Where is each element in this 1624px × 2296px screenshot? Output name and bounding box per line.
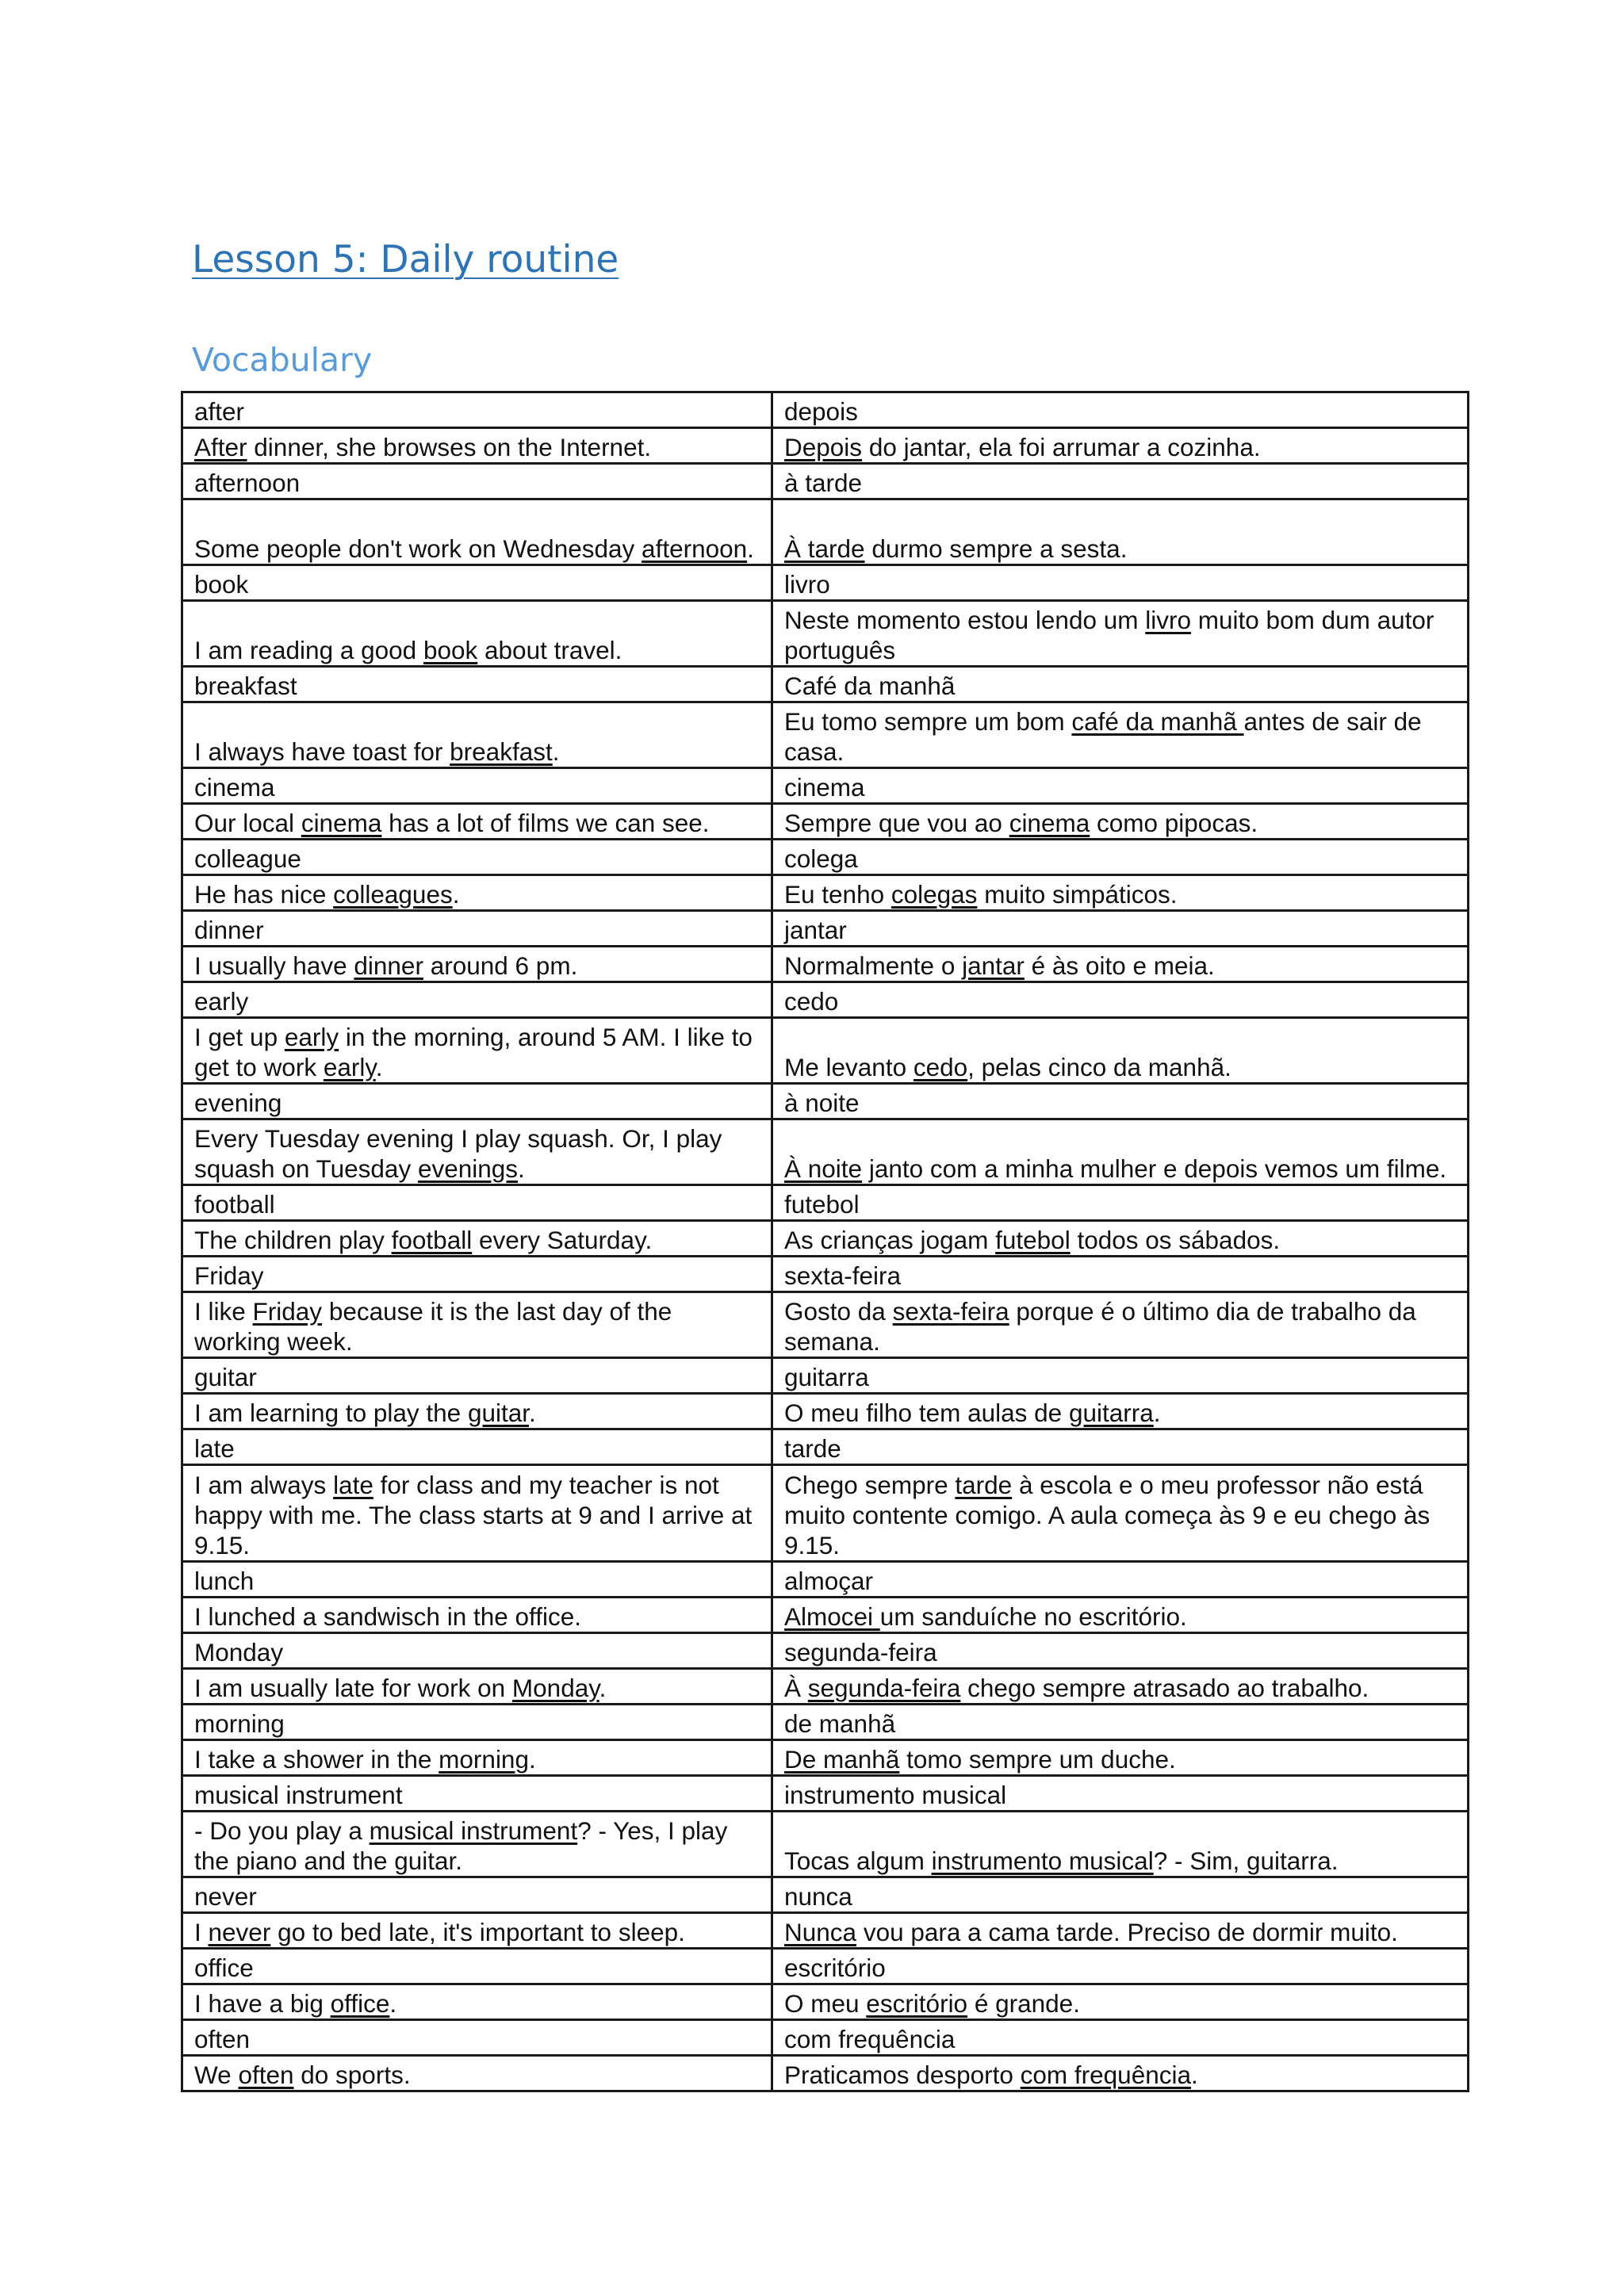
- cell-text: go to bed late, it's important to sleep.: [270, 1918, 685, 1946]
- english-cell: [182, 1292, 772, 1358]
- vocab-row: [182, 499, 1469, 565]
- vocab-row: [182, 1257, 1469, 1292]
- english-cell: [182, 1185, 772, 1221]
- cell-text: Friday: [194, 1261, 264, 1290]
- vocab-row: [182, 1669, 1469, 1705]
- highlighted-term: evenings: [417, 1154, 519, 1183]
- highlighted-term: instrumento musical: [931, 1846, 1154, 1875]
- vocab-row: [182, 667, 1469, 702]
- cell-text: .: [375, 1053, 383, 1081]
- portuguese-cell: [772, 1465, 1469, 1562]
- highlighted-term: football: [391, 1226, 473, 1254]
- english-cell: [182, 667, 772, 702]
- portuguese-cell: [772, 1740, 1469, 1776]
- cell-text: .: [518, 1154, 525, 1183]
- english-cell: [182, 428, 772, 464]
- highlighted-term: futebol: [995, 1226, 1071, 1254]
- vocab-row: [182, 1084, 1469, 1119]
- vocab-row: [182, 911, 1469, 947]
- cell-text: Monday: [194, 1638, 284, 1667]
- portuguese-cell: [772, 499, 1469, 565]
- highlighted-term: breakfast: [450, 737, 553, 766]
- highlighted-term: Nunca: [784, 1918, 857, 1946]
- vocab-row: [182, 768, 1469, 804]
- cell-text: futebol: [784, 1190, 860, 1219]
- cell-text: colega: [784, 844, 858, 873]
- vocabulary-table: [181, 391, 1469, 2092]
- portuguese-cell: [772, 804, 1469, 840]
- vocab-row: [182, 840, 1469, 875]
- english-cell: [182, 565, 772, 601]
- english-cell: [182, 840, 772, 875]
- cell-text: often: [194, 2025, 251, 2053]
- english-cell: [182, 1984, 772, 2020]
- vocab-row: [182, 1221, 1469, 1257]
- portuguese-cell: [772, 1913, 1469, 1949]
- english-cell: [182, 1705, 772, 1740]
- cell-text: instrumento musical: [784, 1781, 1007, 1809]
- vocab-row: [182, 1429, 1469, 1465]
- vocab-row: [182, 464, 1469, 499]
- cell-text: cinema: [194, 773, 275, 802]
- cell-text: à tarde: [784, 469, 863, 497]
- english-cell: [182, 1084, 772, 1119]
- english-cell: [182, 875, 772, 911]
- portuguese-cell: [772, 1598, 1469, 1633]
- english-cell: [182, 982, 772, 1018]
- cell-text: musical instrument: [194, 1781, 403, 1809]
- portuguese-cell: [772, 1705, 1469, 1740]
- cell-text: never: [194, 1882, 257, 1911]
- english-cell: [182, 1394, 772, 1429]
- highlighted-term: never: [208, 1918, 271, 1946]
- english-cell: [182, 1913, 772, 1949]
- vocab-row: [182, 1598, 1469, 1633]
- cell-text: book: [194, 570, 249, 599]
- portuguese-cell: [772, 1018, 1469, 1084]
- vocab-row: [182, 2056, 1469, 2091]
- cell-text: for class and my teacher is not happy with me. The class starts at 9 and I arrive at 9.15.: [194, 1471, 753, 1559]
- vocab-row: [182, 1705, 1469, 1740]
- english-cell: [182, 392, 772, 428]
- cell-text: nunca: [784, 1882, 852, 1911]
- portuguese-cell: [772, 1877, 1469, 1913]
- vocab-row: [182, 1185, 1469, 1221]
- portuguese-cell: [772, 1185, 1469, 1221]
- cell-text: He has nice: [194, 880, 334, 909]
- english-cell: [182, 1776, 772, 1812]
- vocab-row: [182, 875, 1469, 911]
- cell-text: I get up: [194, 1023, 285, 1051]
- english-cell: [182, 1598, 772, 1633]
- cell-text: Our local: [194, 809, 301, 837]
- vocab-row: [182, 2020, 1469, 2056]
- english-cell: [182, 947, 772, 982]
- vocab-row: [182, 1292, 1469, 1358]
- cell-text: O meu: [784, 1989, 867, 2018]
- highlighted-term: early: [323, 1053, 376, 1081]
- portuguese-cell: [772, 875, 1469, 911]
- cell-text: The children play: [194, 1226, 392, 1254]
- cell-text: janto com a minha mulher e depois vemos um filme.: [862, 1154, 1447, 1183]
- cell-text: colleague: [194, 844, 301, 873]
- highlighted-term: café da manhã: [1071, 707, 1244, 736]
- portuguese-cell: [772, 768, 1469, 804]
- cell-text: .: [747, 534, 754, 563]
- vocab-row: [182, 428, 1469, 464]
- english-cell: [182, 1257, 772, 1292]
- vocabulary-table-body: [182, 392, 1469, 2091]
- english-cell: [182, 1018, 772, 1084]
- cell-text: around 6 pm.: [423, 951, 578, 980]
- cell-text: Neste momento estou lendo um: [784, 606, 1146, 634]
- cell-text: jantar: [784, 916, 847, 944]
- cell-text: I am always: [194, 1471, 334, 1499]
- highlighted-term: segunda-feira: [807, 1674, 961, 1702]
- english-cell: [182, 911, 772, 947]
- section-heading-vocabulary: Vocabulary: [192, 341, 373, 379]
- vocab-row: [182, 1358, 1469, 1394]
- cell-text: dinner: [194, 916, 264, 944]
- highlighted-term: jantar: [962, 951, 1025, 980]
- cell-text: I lunched a sandwisch in the office.: [194, 1602, 581, 1631]
- portuguese-cell: [772, 1257, 1469, 1292]
- highlighted-term: dinner: [354, 951, 423, 980]
- portuguese-cell: [772, 392, 1469, 428]
- english-cell: [182, 1465, 772, 1562]
- portuguese-cell: [772, 947, 1469, 982]
- cell-text: de manhã: [784, 1709, 896, 1738]
- page-title: Lesson 5: Daily routine: [192, 238, 619, 281]
- highlighted-term: cedo: [913, 1053, 968, 1081]
- vocab-row: [182, 1812, 1469, 1877]
- cell-text: como pipocas.: [1090, 809, 1258, 837]
- cell-text: antes de sair de casa.: [784, 707, 1422, 766]
- cell-text: morning: [194, 1709, 285, 1738]
- cell-text: breakfast: [194, 672, 297, 700]
- english-cell: [182, 702, 772, 768]
- portuguese-cell: [772, 1292, 1469, 1358]
- cell-text: about travel.: [477, 636, 622, 664]
- cell-text: , pelas cinco da manhã.: [967, 1053, 1231, 1081]
- cell-text: dinner, she browses on the Internet.: [247, 433, 652, 461]
- cell-text: do sports.: [293, 2061, 411, 2089]
- highlighted-term: colleagues: [333, 880, 453, 909]
- portuguese-cell: [772, 1084, 1469, 1119]
- cell-text: I: [194, 1918, 209, 1946]
- english-cell: [182, 1429, 772, 1465]
- cell-text: porque é o último dia de trabalho da semana.: [784, 1297, 1416, 1356]
- cell-text: Café da manhã: [784, 672, 956, 700]
- cell-text: vou para a cama tarde. Preciso de dormir muito.: [856, 1918, 1398, 1946]
- cell-text: Praticamos desporto: [784, 2061, 1021, 2089]
- highlighted-term: tarde: [955, 1471, 1013, 1499]
- cell-text: Every Tuesday evening I play squash. Or, I play squash on Tuesday: [194, 1124, 722, 1183]
- english-cell: [182, 1119, 772, 1185]
- vocab-row: [182, 565, 1469, 601]
- cell-text: afternoon: [194, 469, 301, 497]
- highlighted-term: Depois: [784, 433, 863, 461]
- highlighted-term: livro: [1145, 606, 1192, 634]
- cell-text: cinema: [784, 773, 865, 802]
- cell-text: evening: [194, 1089, 282, 1117]
- vocab-row: [182, 1913, 1469, 1949]
- portuguese-cell: [772, 1358, 1469, 1394]
- highlighted-term: Friday: [252, 1297, 323, 1326]
- vocab-row: [182, 1633, 1469, 1669]
- cell-text: I am learning to play the: [194, 1399, 468, 1427]
- cell-text: lunch: [194, 1567, 255, 1595]
- vocab-row: [182, 1740, 1469, 1776]
- cell-text: chego sempre atrasado ao trabalho.: [960, 1674, 1369, 1702]
- cell-text: com frequência: [784, 2025, 956, 2053]
- cell-text: after: [194, 397, 245, 426]
- highlighted-term: Monday: [511, 1674, 599, 1702]
- cell-text: à noite: [784, 1089, 860, 1117]
- cell-text: .: [389, 1989, 397, 2018]
- cell-text: I always have toast for: [194, 737, 450, 766]
- english-cell: [182, 1877, 772, 1913]
- english-cell: [182, 1949, 772, 1984]
- highlighted-term: early: [284, 1023, 339, 1051]
- cell-text: Gosto da: [784, 1297, 893, 1326]
- cell-text: À: [784, 1674, 808, 1702]
- highlighted-term: cinema: [1009, 809, 1090, 837]
- cell-text: Eu tenho: [784, 880, 891, 909]
- highlighted-term: escritório: [866, 1989, 968, 2018]
- cell-text: escritório: [784, 1954, 886, 1982]
- cell-text: ? - Sim, guitarra.: [1153, 1846, 1339, 1875]
- cell-text: Sempre que vou ao: [784, 809, 1009, 837]
- portuguese-cell: [772, 1949, 1469, 1984]
- highlighted-term: De manhã: [784, 1745, 900, 1774]
- portuguese-cell: [772, 2020, 1469, 2056]
- highlighted-term: musical instrument: [369, 1816, 578, 1845]
- highlighted-term: sexta-feira: [892, 1297, 1009, 1326]
- cell-text: because it is the last day of the working week.: [194, 1297, 672, 1356]
- portuguese-cell: [772, 464, 1469, 499]
- english-cell: [182, 464, 772, 499]
- cell-text: Normalmente o: [784, 951, 963, 980]
- english-cell: [182, 1562, 772, 1598]
- english-cell: [182, 768, 772, 804]
- vocab-row: [182, 1562, 1469, 1598]
- cell-text: We: [194, 2061, 239, 2089]
- highlighted-term: Almocei: [784, 1602, 880, 1631]
- highlighted-term: guitarra: [1068, 1399, 1154, 1427]
- cell-text: Tocas algum: [784, 1846, 932, 1875]
- portuguese-cell: [772, 982, 1469, 1018]
- portuguese-cell: [772, 702, 1469, 768]
- cell-text: football: [194, 1190, 275, 1219]
- cell-text: Chego sempre: [784, 1471, 956, 1499]
- cell-text: I am usually late for work on: [194, 1674, 512, 1702]
- vocab-row: [182, 1018, 1469, 1084]
- portuguese-cell: [772, 1669, 1469, 1705]
- cell-text: .: [1191, 2061, 1198, 2089]
- cell-text: .: [1153, 1399, 1161, 1427]
- portuguese-cell: [772, 1221, 1469, 1257]
- portuguese-cell: [772, 1562, 1469, 1598]
- english-cell: [182, 499, 772, 565]
- english-cell: [182, 1740, 772, 1776]
- cell-text: in the morning, around 5 AM. I like to get to work: [194, 1023, 753, 1081]
- english-cell: [182, 2056, 772, 2091]
- cell-text: guitar: [194, 1363, 257, 1391]
- highlighted-term: often: [238, 2061, 294, 2089]
- cell-text: every Saturday.: [472, 1226, 653, 1254]
- cell-text: depois: [784, 397, 858, 426]
- portuguese-cell: [772, 1984, 1469, 2020]
- english-cell: [182, 1221, 772, 1257]
- cell-text: sexta-feira: [784, 1261, 902, 1290]
- cell-text: office: [194, 1954, 254, 1982]
- cell-text: tarde: [784, 1434, 841, 1463]
- english-cell: [182, 1358, 772, 1394]
- cell-text: do jantar, ela foi arrumar a cozinha.: [862, 433, 1261, 461]
- portuguese-cell: [772, 1633, 1469, 1669]
- vocab-row: [182, 702, 1469, 768]
- cell-text: almoçar: [784, 1567, 874, 1595]
- english-cell: [182, 804, 772, 840]
- cell-text: .: [599, 1674, 607, 1702]
- cell-text: I have a big: [194, 1989, 331, 2018]
- cell-text: muito simpáticos.: [977, 880, 1178, 909]
- highlighted-term: morning: [439, 1745, 529, 1774]
- cell-text: I like: [194, 1297, 253, 1326]
- cell-text: todos os sábados.: [1070, 1226, 1281, 1254]
- english-cell: [182, 1812, 772, 1877]
- cell-text: .: [528, 1745, 536, 1774]
- cell-text: muito bom dum autor português: [784, 606, 1434, 664]
- cell-text: um sanduíche no escritório.: [879, 1602, 1187, 1631]
- cell-text: Eu tomo sempre um bom: [784, 707, 1072, 736]
- vocab-row: [182, 392, 1469, 428]
- cell-text: cedo: [784, 987, 839, 1016]
- highlighted-term: À tarde: [784, 534, 865, 563]
- cell-text: guitarra: [784, 1363, 869, 1391]
- cell-text: segunda-feira: [784, 1638, 937, 1667]
- cell-text: early: [194, 987, 249, 1016]
- highlighted-term: com frequência: [1020, 2061, 1192, 2089]
- portuguese-cell: [772, 1776, 1469, 1812]
- highlighted-term: À noite: [784, 1154, 863, 1183]
- cell-text: tomo sempre um duche.: [899, 1745, 1176, 1774]
- portuguese-cell: [772, 911, 1469, 947]
- highlighted-term: colegas: [891, 880, 978, 909]
- highlighted-term: cinema: [301, 809, 382, 837]
- portuguese-cell: [772, 601, 1469, 667]
- portuguese-cell: [772, 1429, 1469, 1465]
- vocab-row: [182, 1949, 1469, 1984]
- english-cell: [182, 1633, 772, 1669]
- cell-text: Me levanto: [784, 1053, 914, 1081]
- cell-text: .: [529, 1399, 536, 1427]
- cell-text: Some people don't work on Wednesday: [194, 534, 642, 563]
- vocab-row: [182, 601, 1469, 667]
- cell-text: As crianças jogam: [784, 1226, 996, 1254]
- highlighted-term: afternoon: [642, 534, 748, 563]
- portuguese-cell: [772, 1812, 1469, 1877]
- highlighted-term: office: [330, 1989, 390, 2018]
- highlighted-term: late: [333, 1471, 373, 1499]
- vocab-row: [182, 1394, 1469, 1429]
- cell-text: I am reading a good: [194, 636, 423, 664]
- vocab-row: [182, 1119, 1469, 1185]
- highlighted-term: After: [194, 433, 247, 461]
- portuguese-cell: [772, 1394, 1469, 1429]
- cell-text: livro: [784, 570, 830, 599]
- portuguese-cell: [772, 2056, 1469, 2091]
- cell-text: durmo sempre a sesta.: [864, 534, 1128, 563]
- cell-text: O meu filho tem aulas de: [784, 1399, 1069, 1427]
- vocab-row: [182, 804, 1469, 840]
- cell-text: .: [552, 737, 560, 766]
- portuguese-cell: [772, 840, 1469, 875]
- cell-text: .: [452, 880, 460, 909]
- vocab-row: [182, 1465, 1469, 1562]
- english-cell: [182, 1669, 772, 1705]
- english-cell: [182, 2020, 772, 2056]
- cell-text: é grande.: [967, 1989, 1080, 2018]
- cell-text: ? - Yes, I play the piano and the guitar.: [194, 1816, 728, 1875]
- highlighted-term: book: [423, 636, 478, 664]
- portuguese-cell: [772, 428, 1469, 464]
- vocab-row: [182, 1984, 1469, 2020]
- highlighted-term: guitar: [467, 1399, 530, 1427]
- english-cell: [182, 601, 772, 667]
- vocab-row: [182, 982, 1469, 1018]
- portuguese-cell: [772, 667, 1469, 702]
- vocab-row: [182, 947, 1469, 982]
- vocab-row: [182, 1776, 1469, 1812]
- cell-text: has a lot of films we can see.: [381, 809, 710, 837]
- cell-text: late: [194, 1434, 235, 1463]
- portuguese-cell: [772, 565, 1469, 601]
- portuguese-cell: [772, 1119, 1469, 1185]
- vocab-row: [182, 1877, 1469, 1913]
- cell-text: à escola e o meu professor não está muito contente comigo. A aula começa às 9 e eu chego às 9.15.: [784, 1471, 1431, 1559]
- cell-text: - Do you play a: [194, 1816, 370, 1845]
- cell-text: I take a shower in the: [194, 1745, 439, 1774]
- cell-text: I usually have: [194, 951, 354, 980]
- cell-text: é às oito e meia.: [1024, 951, 1215, 980]
